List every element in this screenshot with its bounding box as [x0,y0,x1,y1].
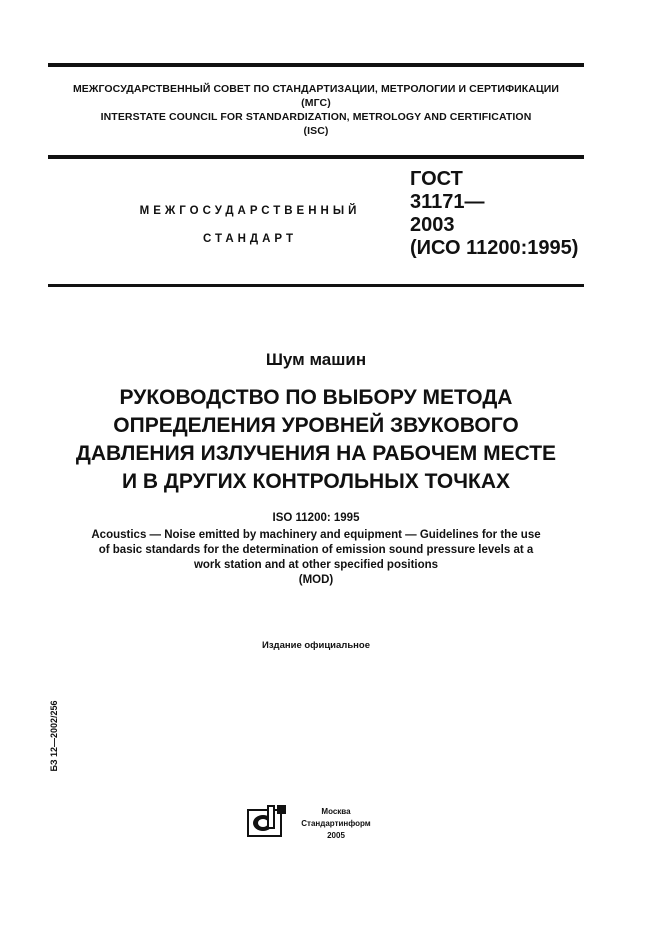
council-abbr-en: (ISC) [303,125,329,137]
standard-type-line1: МЕЖГОСУДАРСТВЕННЫЙ [139,205,361,217]
iso-reference: ISO 11200: 1995 [272,512,360,524]
english-title-line: (MOD) [298,574,334,586]
top-rule [48,63,584,67]
standard-code [410,168,578,260]
council-name-ru: МЕЖГОСУДАРСТВЕННЫЙ СОВЕТ ПО СТАНДАРТИЗАЦИИ, МЕТРОЛОГИИ И СЕРТИФИКАЦИИ [72,83,560,95]
publisher-year: 2005 [327,831,345,840]
main-title-line: ОПРЕДЕЛЕНИЯ УРОВНЕЙ ЗВУКОВОГО [113,414,519,437]
standard-type-line2: СТАНДАРТ [203,233,297,245]
side-code-text: БЗ 12—2002/256 [49,700,59,772]
english-title-line: Acoustics — Noise emitted by machinery and equipment — Guidelines for the use [91,529,541,541]
standard-code-year: 2003 [410,214,455,236]
lower-rule [48,284,584,287]
council-header [48,82,584,138]
council-name-en: INTERSTATE COUNCIL FOR STANDARDIZATION, METROLOGY AND CERTIFICATION [100,111,532,123]
edition-label: Издание официальное [262,640,370,651]
standard-type [120,197,380,253]
english-title [40,528,592,588]
subject-title: Шум машин [265,350,367,369]
english-title-line: work station and at other specified positions [193,559,439,571]
publisher-block [296,806,376,842]
council-abbr-ru: (МГС) [301,97,331,109]
publisher-logo-icon [247,803,287,837]
middle-rule [48,155,584,159]
main-title-line: И В ДРУГИХ КОНТРОЛЬНЫХ ТОЧКАХ [122,470,510,493]
publisher-city: Москва [321,807,351,816]
standard-code-gost: ГОСТ [410,168,463,190]
publisher-name: Стандартинформ [301,819,371,828]
standard-code-iso: (ИСО 11200:1995) [410,237,579,259]
main-title-line: ДАВЛЕНИЯ ИЗЛУЧЕНИЯ НА РАБОЧЕМ МЕСТЕ [75,442,557,465]
main-title-line: РУКОВОДСТВО ПО ВЫБОРУ МЕТОДА [119,386,513,409]
main-title [40,384,592,496]
standard-code-number: 31171— [410,191,485,213]
english-title-line: of basic standards for the determination of emission sound pressure levels at a [98,544,534,556]
